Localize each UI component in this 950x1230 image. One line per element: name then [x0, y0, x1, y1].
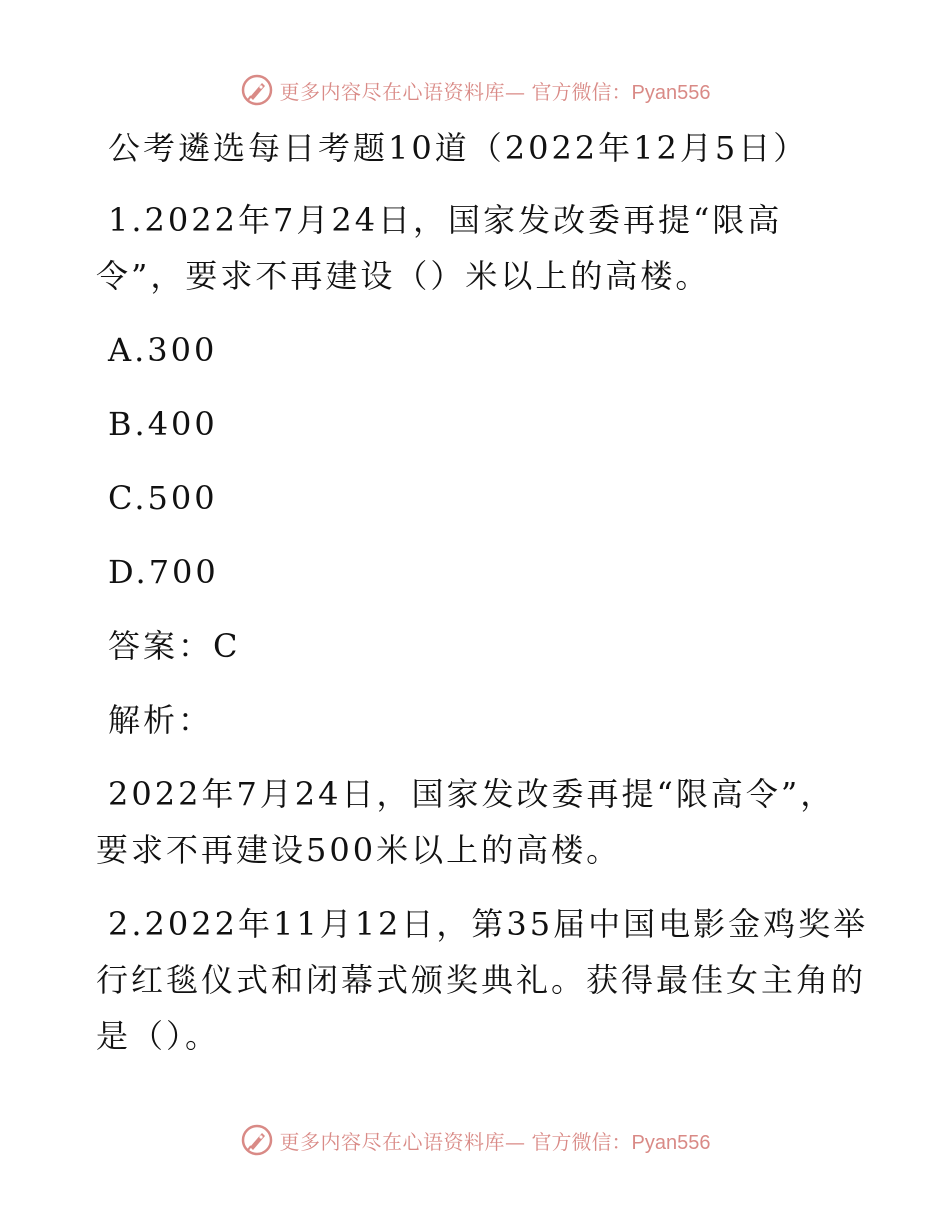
- page-title: 公考遴选每日考题10道（2022年12月5日）: [108, 129, 809, 167]
- question-1-option-b: B.400: [108, 405, 218, 443]
- question-1-text-line-1: 1.2022年7月24日，国家发改委再提“限高: [108, 201, 783, 239]
- pen-nib-icon: [240, 1123, 274, 1157]
- question-1-option-d: D.700: [108, 553, 219, 591]
- promo-text: 更多内容尽在心语资料库—: [279, 1129, 526, 1154]
- question-1-explanation-line-2: 要求不再建设500米以上的高楼。: [96, 831, 622, 869]
- header-watermark-banner: [0, 70, 950, 110]
- pen-nib-icon: [240, 73, 274, 107]
- question-1-option-c: C.500: [108, 479, 218, 517]
- question-1-answer: 答案：C: [108, 627, 241, 665]
- question-2-text-line-3: 是（）。: [96, 1017, 221, 1055]
- question-1-explanation-line-1: 2022年7月24日，国家发改委再提“限高令”，: [108, 775, 836, 813]
- promo-text: 更多内容尽在心语资料库—: [279, 79, 526, 104]
- question-2-text-line-2: 行红毯仪式和闭幕式颁奖典礼。获得最佳女主角的: [96, 961, 867, 999]
- question-1-text-line-2: 令”，要求不再建设（）米以上的高楼。: [96, 257, 711, 295]
- question-1-option-a: A.300: [108, 331, 218, 369]
- question-2-text-line-1: 2.2022年11月12日，第35届中国电影金鸡奖举: [108, 905, 869, 943]
- contact-text: 官方微信：Pyan556: [531, 1131, 711, 1154]
- contact-text: 官方微信：Pyan556: [531, 81, 711, 104]
- question-1-analysis-label: 解析：: [108, 701, 214, 739]
- footer-watermark-banner: [0, 1120, 950, 1160]
